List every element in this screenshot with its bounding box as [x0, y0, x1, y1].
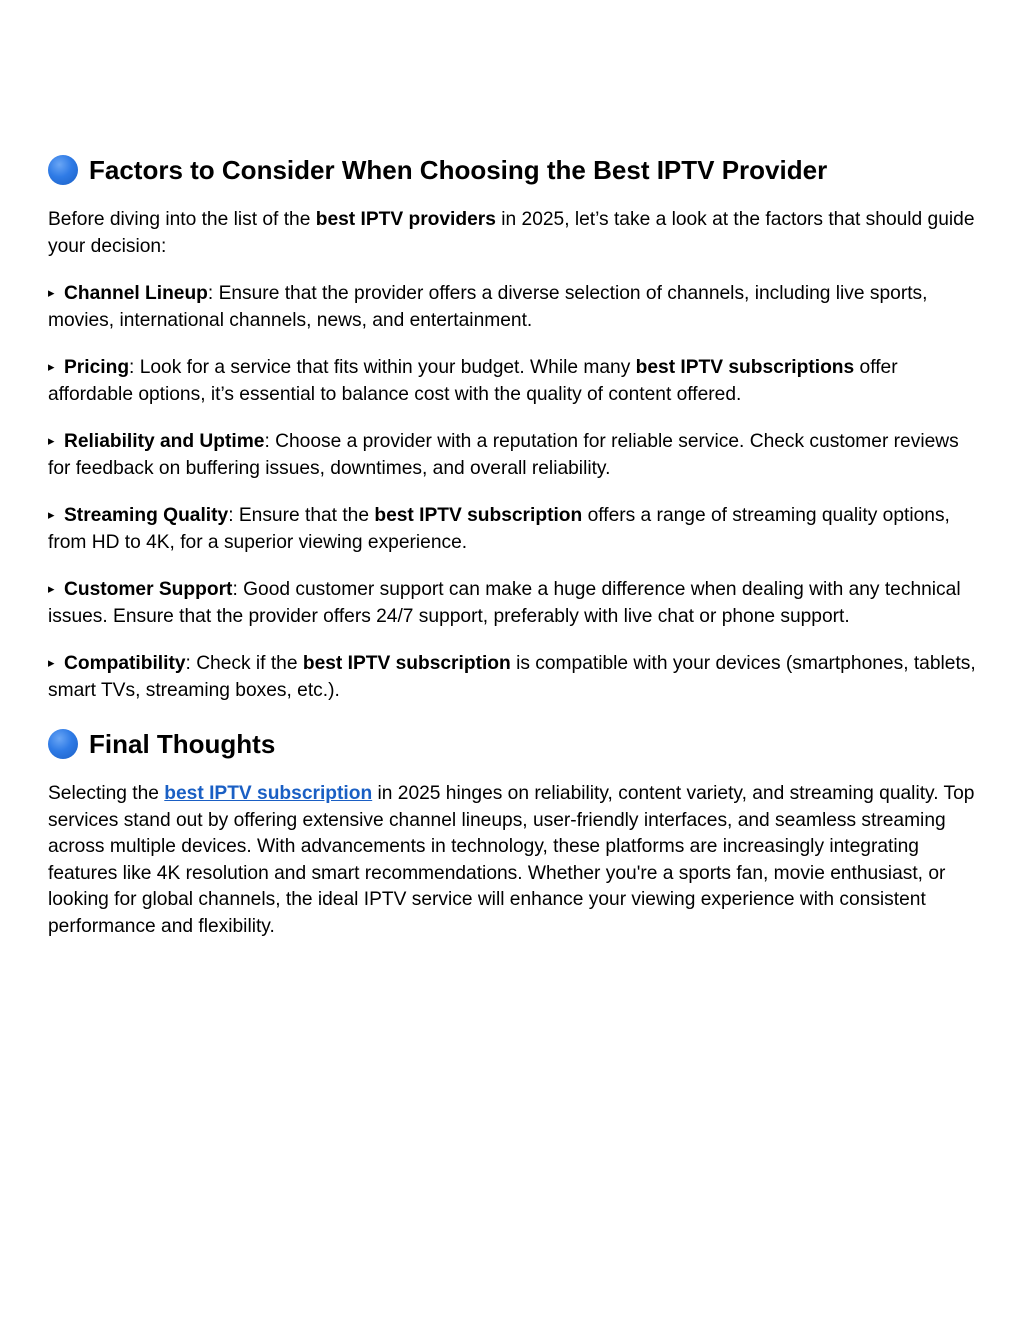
factor-item-customer-support: ▸ Customer Support: Good customer support can make a huge difference when dealing with any technical issues. Ensure that the provider offers 24/7 support, preferably with live chat or phone support.: [48, 576, 978, 630]
factor-title: Streaming Quality: [64, 505, 229, 526]
triangle-marker-icon: ▸: [48, 359, 55, 374]
intro-paragraph: Before diving into the list of the best IPTV providers in 2025, let’s take a look at the factors that should guide your decision:: [48, 209, 975, 257]
triangle-marker-icon: ▸: [48, 655, 55, 670]
triangle-marker-icon: ▸: [48, 285, 55, 300]
final-thoughts-heading: [48, 724, 978, 764]
final-thoughts-heading-text: Final Thoughts: [89, 729, 276, 759]
intro-bold-phrase: best IPTV providers: [315, 209, 496, 230]
factors-heading: [48, 150, 978, 190]
triangle-marker-icon: ▸: [48, 507, 55, 522]
triangle-marker-icon: ▸: [48, 433, 55, 448]
factor-bold-phrase: best IPTV subscription: [302, 653, 511, 674]
blue-circle-icon: [48, 729, 78, 759]
factor-item-pricing: ▸ Pricing: Look for a service that fits within your budget. While many best IPTV subscriptions offer affordable options, it’s essential to balance cost with the quality of content offered.: [48, 354, 978, 408]
factor-title: Customer Support: [64, 579, 233, 600]
factor-bold-phrase: best IPTV subscriptions: [635, 357, 855, 378]
factor-title: Channel Lineup: [64, 283, 208, 304]
closing-paragraph: Selecting the best IPTV subscription in 2025 hinges on reliability, content variety, and streaming quality. Top services stand out by offering extensive channel lineups, user-friendly interfaces, and seamless streaming across multiple devices. With advancements in technology, these platforms are increasingly integrating features like 4K resolution and smart recommendations. Whether you're a sports fan, movie enthusiast, or looking for global channels, the ideal IPTV service will enhance your viewing experience with consistent performance and flexibility.: [48, 783, 975, 937]
factor-title: Compatibility: [64, 653, 186, 674]
factor-title: Pricing: [64, 357, 130, 378]
document-page: [48, 150, 978, 940]
factor-item-streaming-quality: ▸ Streaming Quality: Ensure that the best IPTV subscription offers a range of streaming quality options, from HD to 4K, for a superior viewing experience.: [48, 502, 978, 556]
factor-item-channel-lineup: ▸ Channel Lineup: Ensure that the provider offers a diverse selection of channels, including live sports, movies, international channels, news, and entertainment.: [48, 280, 978, 334]
factors-heading-text: Factors to Consider When Choosing the Best IPTV Provider: [89, 155, 828, 185]
factor-bold-phrase: best IPTV subscription: [374, 505, 583, 526]
factor-title: Reliability and Uptime: [64, 431, 265, 452]
triangle-marker-icon: ▸: [48, 581, 55, 596]
factor-item-compatibility: ▸ Compatibility: Check if the best IPTV subscription is compatible with your devices (smartphones, tablets, smart TVs, streaming boxes, etc.).: [48, 650, 978, 704]
blue-circle-icon: [48, 155, 78, 185]
best-iptv-subscription-link[interactable]: best IPTV subscription: [164, 783, 373, 804]
factor-item-reliability: ▸ Reliability and Uptime: Choose a provider with a reputation for reliable service. Check customer reviews for feedback on buffering issues, downtimes, and overall reliability.: [48, 428, 978, 482]
